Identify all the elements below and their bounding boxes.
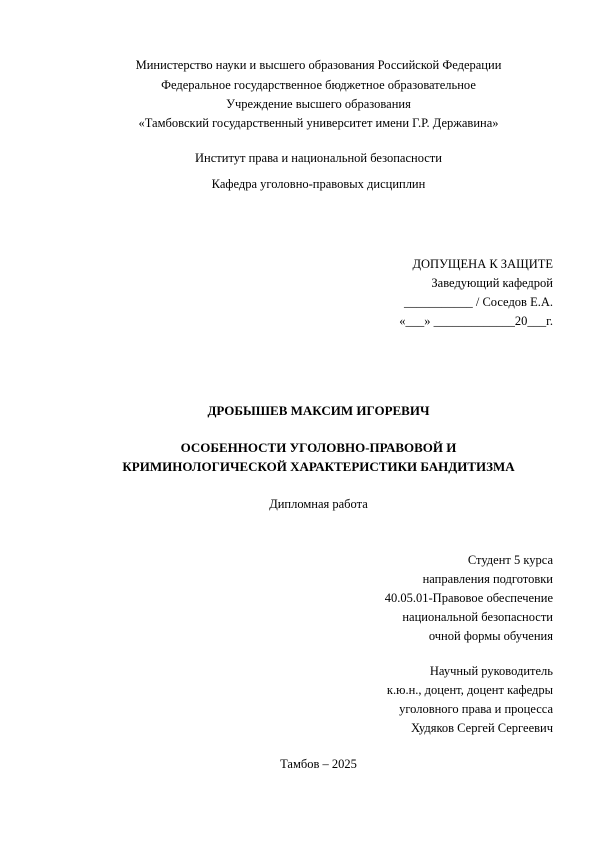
- approval-date: «___» _____________20___г.: [399, 314, 553, 328]
- city-year: Тамбов – 2025: [280, 757, 357, 771]
- student-direction-name: национальной безопасности: [402, 610, 553, 624]
- student-direction-code: 40.05.01-Правовое обеспечение: [384, 591, 553, 605]
- work-type: Дипломная работа: [269, 497, 368, 511]
- topic-line-1: ОСОБЕННОСТИ УГОЛОВНО-ПРАВОВОЙ И: [180, 440, 457, 455]
- author-name: ДРОБЫШЕВ МАКСИМ ИГОРЕВИЧ: [207, 403, 430, 418]
- university-name: «Тамбовский государственный университет имени Г.Р. Державина»: [138, 116, 499, 130]
- supervisor-degree: к.ю.н., доцент, доцент кафедры: [386, 683, 553, 697]
- institution-type-line: Федеральное государственное бюджетное образовательное: [161, 78, 476, 92]
- approval-signature: ___________ / Соседов Е.А.: [403, 295, 553, 309]
- institute-name: Институт права и национальной безопасности: [195, 151, 442, 165]
- approval-title: ДОПУЩЕНА К ЗАЩИТЕ: [412, 257, 553, 271]
- supervisor-label: Научный руководитель: [429, 664, 553, 678]
- student-course: Студент 5 курса: [467, 553, 553, 567]
- education-line: Учреждение высшего образования: [226, 97, 411, 111]
- topic-line-2: КРИМИНОЛОГИЧЕСКОЙ ХАРАКТЕРИСТИКИ БАНДИТИЗМА: [122, 459, 515, 474]
- student-study-form: очной формы обучения: [428, 629, 553, 643]
- supervisor-name: Худяков Сергей Сергеевич: [410, 721, 553, 735]
- supervisor-department: уголовного права и процесса: [399, 702, 553, 716]
- ministry-line: Министерство науки и высшего образования Российской Федерации: [135, 58, 502, 72]
- department-name: Кафедра уголовно-правовых дисциплин: [211, 177, 426, 191]
- student-direction-label: направления подготовки: [422, 572, 553, 586]
- approval-role: Заведующий кафедрой: [431, 276, 553, 290]
